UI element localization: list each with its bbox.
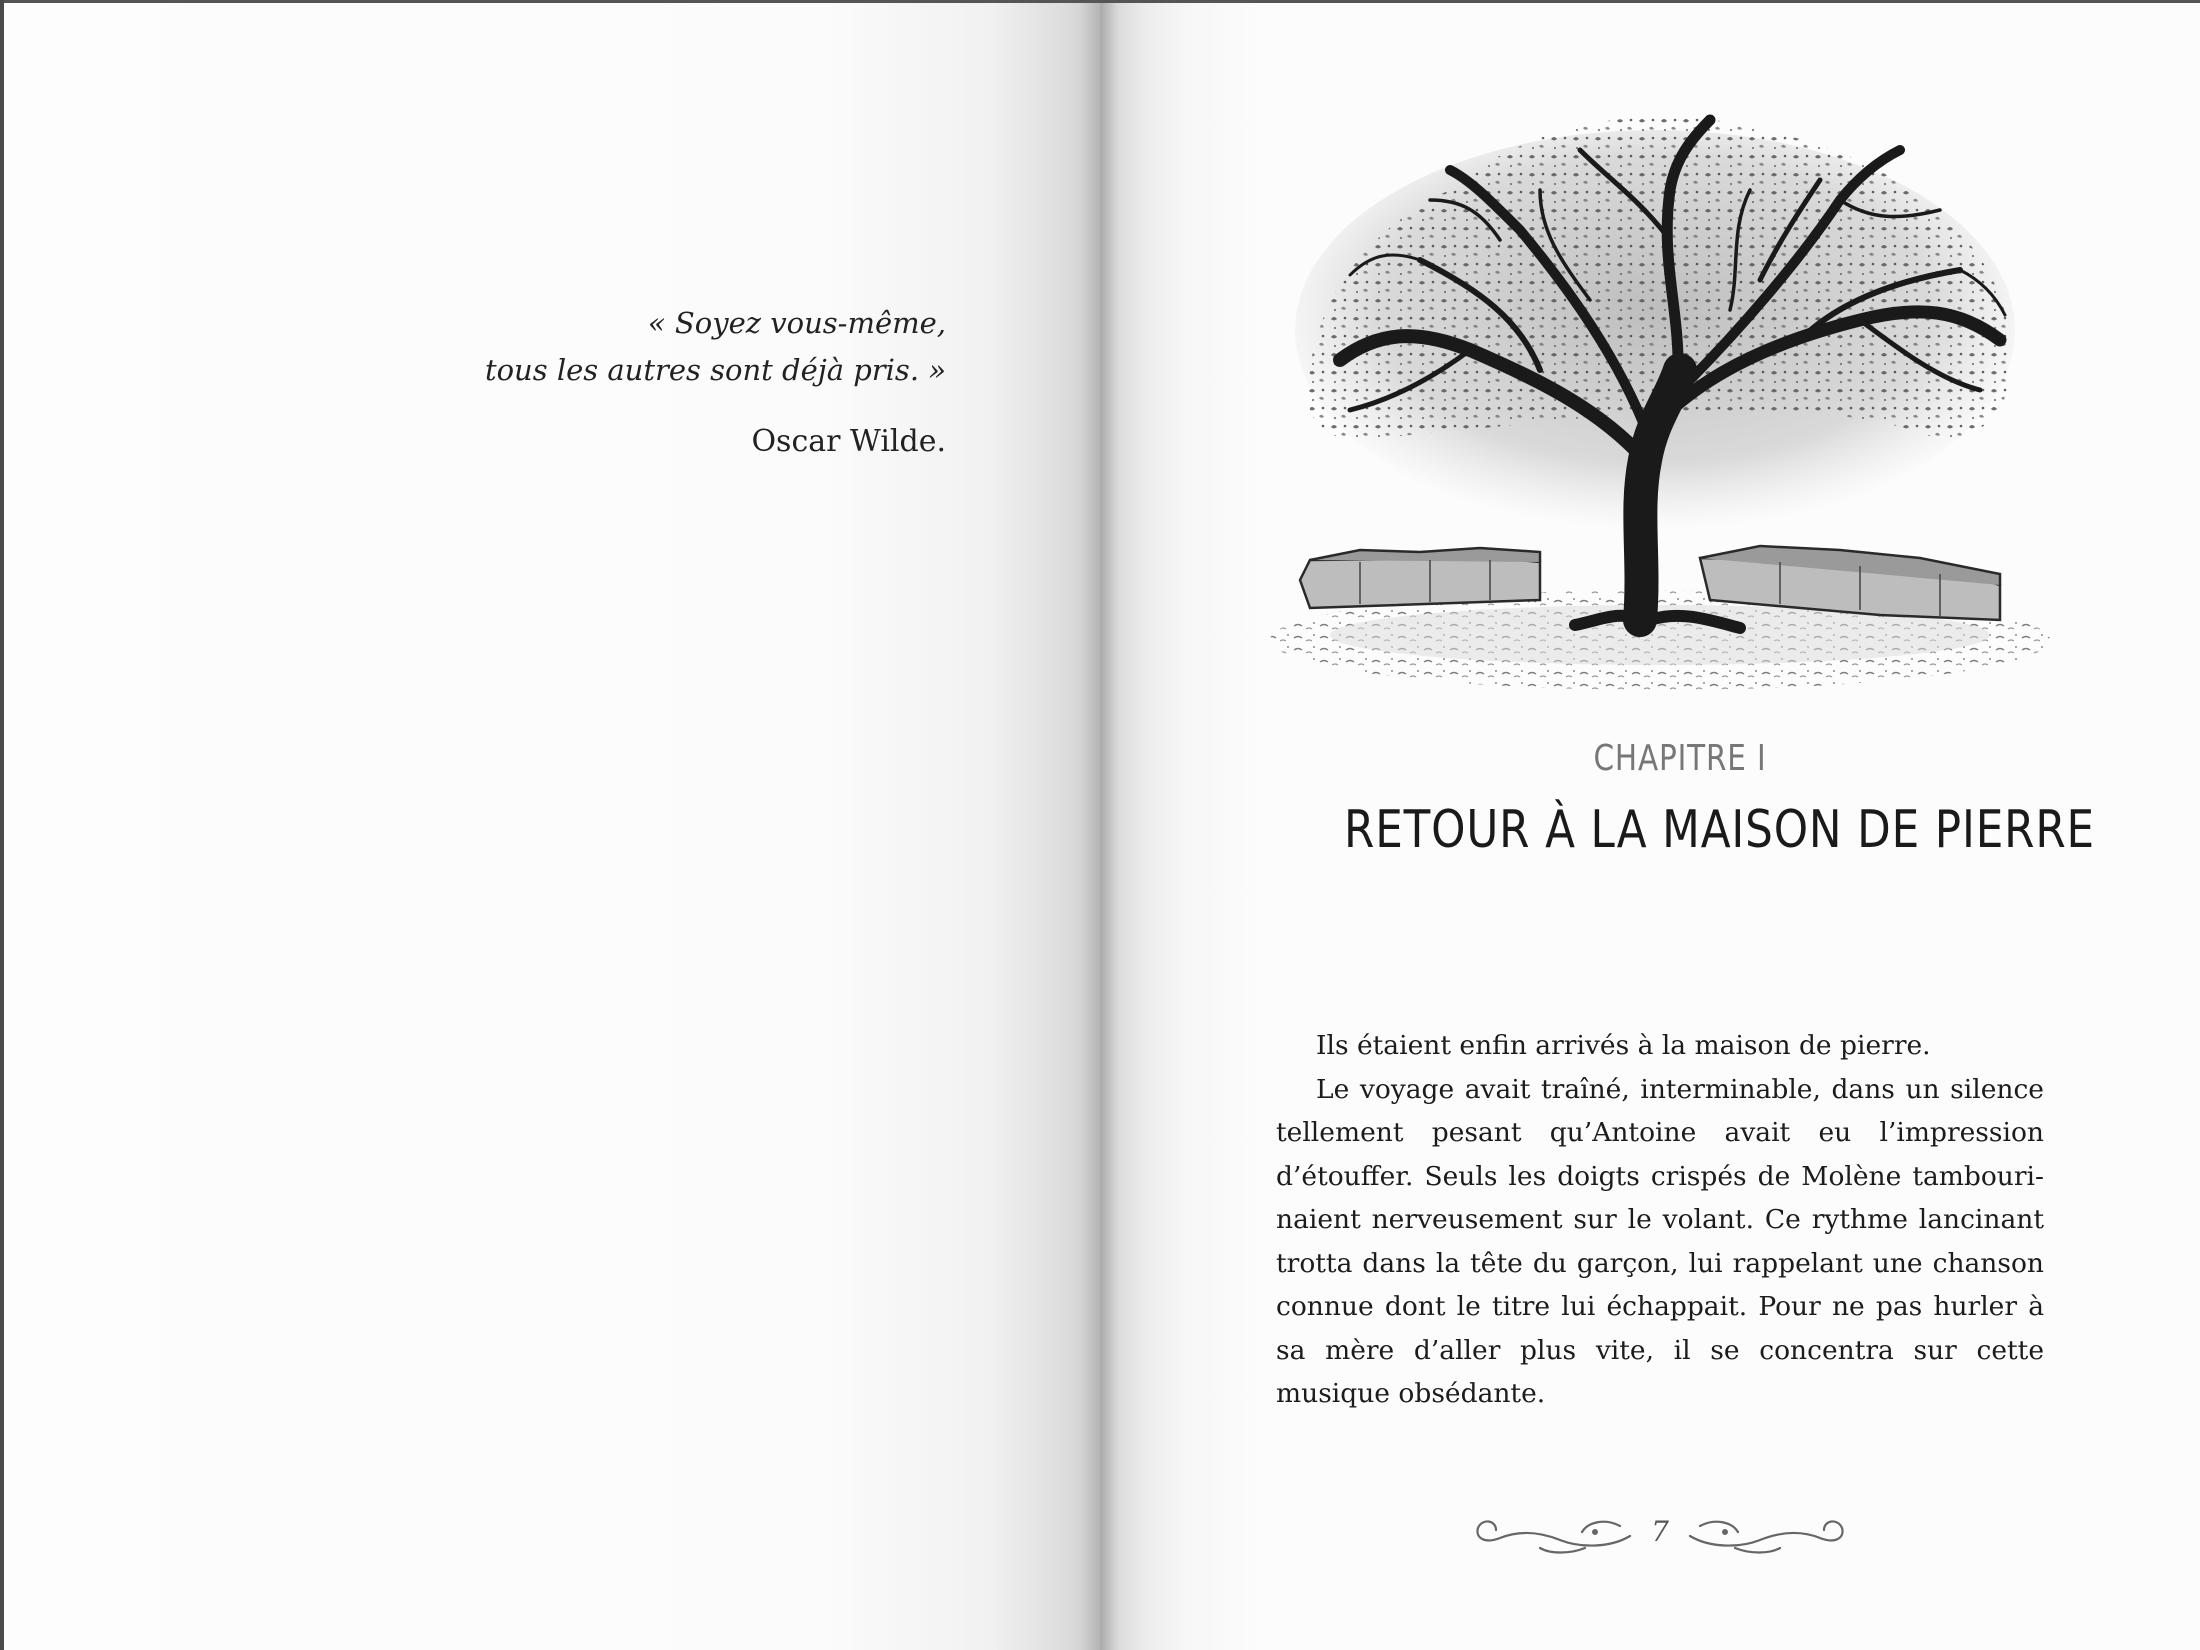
paragraph-2: Le voyage avait traîné, interminable, dans un silence tellement pesant qu’Antoine avait eu l’impression d’étouffer. Seuls les doigts crispés de Molène tambourinaient nerveusement sur le volant. Ce rythme lancinant trotta dans la tête du garçon, lui rappelant une chanson connue dont le titre lui échappait. Pour ne pas hurler à sa mère d’aller plus vite, il se concentra sur cette musique obsédante. [1276, 1073, 2044, 1409]
epigraph [485, 300, 946, 462]
page-number: 7 [1651, 1515, 1669, 1548]
chapter-body [1276, 1024, 2044, 1416]
paragraph-1: Ils étaient enfin arrivés à la maison de pierre. [1316, 1030, 1931, 1061]
left-page [4, 3, 1100, 1650]
epigraph-line-2: tous les autres sont déjà pris. » [484, 353, 946, 387]
epigraph-author: Oscar Wilde. [751, 424, 946, 459]
tree-illustration-icon [1240, 80, 2060, 720]
chapter-label: CHAPITRE I [1593, 738, 1767, 779]
book-gutter [1080, 3, 1120, 1650]
chapter-title: RETOUR À LA MAISON DE PIERRE [1344, 800, 2095, 860]
epigraph-line-1: « Soyez vous-même, [647, 306, 946, 340]
